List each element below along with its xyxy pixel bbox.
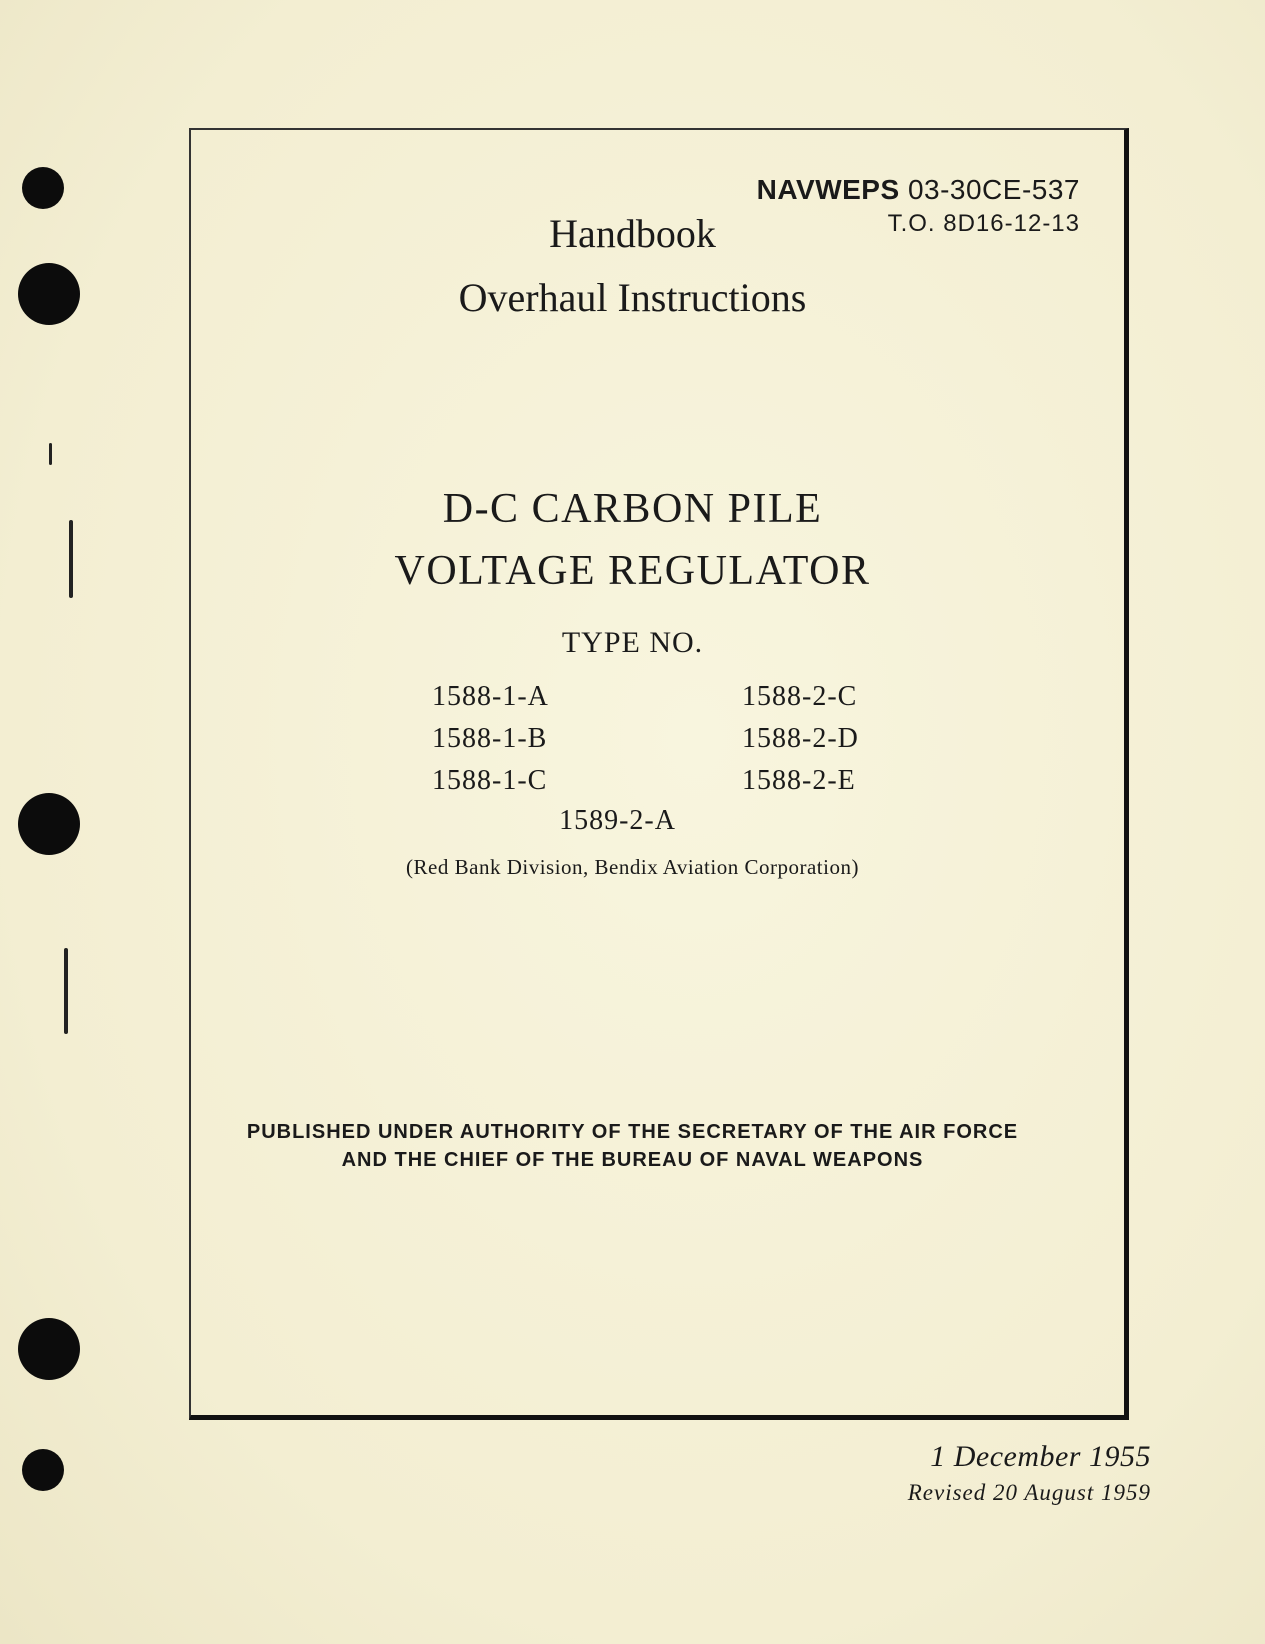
manufacturer: (Red Bank Division, Bendix Aviation Corporation) (406, 855, 859, 879)
revised-date: Revised 20 August 1959 (907, 1480, 1151, 1505)
to-number: T.O. 8D16-12-13 (887, 210, 1080, 237)
title-line-2: Overhaul Instructions (458, 275, 807, 320)
binder-hole (22, 1449, 64, 1491)
scan-mark (49, 443, 52, 465)
type-number: 1588-1-B (432, 723, 548, 754)
navweps-code: 03-30CE-537 (907, 174, 1080, 205)
subject-line-2: VOLTAGE REGULATOR (394, 548, 871, 594)
title-line-1: Handbook (549, 211, 716, 256)
type-row (432, 676, 892, 718)
type-number: 1588-2-E (742, 765, 856, 796)
subject-title (0, 478, 1265, 602)
type-label: TYPE NO. (561, 626, 704, 659)
navweps-prefix: NAVWEPS (756, 174, 900, 205)
type-number: 1588-2-C (742, 681, 858, 712)
type-row (432, 718, 892, 760)
type-number: 1588-2-D (742, 723, 859, 754)
subject-line-1: D-C CARBON PILE (442, 486, 823, 532)
authority-line-2: AND THE CHIEF OF THE BUREAU OF NAVAL WEAPONS (341, 1149, 924, 1171)
type-list (432, 676, 892, 802)
type-row (432, 760, 892, 802)
binder-hole (18, 1318, 80, 1380)
authority-statement (0, 1118, 1265, 1174)
publication-dates (908, 1440, 1151, 1506)
type-number: 1588-1-A (432, 681, 549, 712)
authority-line-1: PUBLISHED UNDER AUTHORITY OF THE SECRETARY OF THE AIR FORCE (246, 1121, 1019, 1143)
scan-mark (64, 948, 68, 1034)
type-number-center: 1589-2-A (559, 805, 676, 836)
type-number: 1588-1-C (432, 765, 548, 796)
handbook-title (0, 202, 1265, 330)
issue-date: 1 December 1955 (930, 1440, 1151, 1473)
